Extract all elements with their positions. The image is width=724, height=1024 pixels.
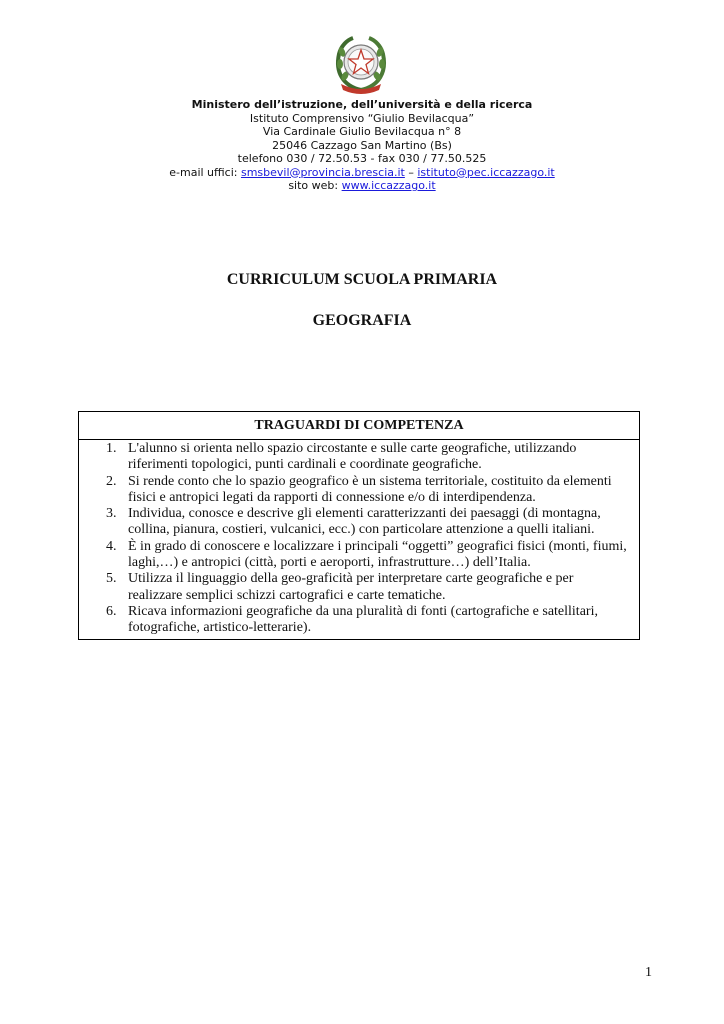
ministry-name: Ministero dell’istruzione, dell’università e della ricerca bbox=[191, 98, 533, 111]
school-address: Via Cardinale Giulio Bevilacqua n° 8 bbox=[262, 125, 462, 138]
email-link-pec[interactable]: istituto@pec.iccazzago.it bbox=[417, 165, 555, 179]
subject-title: GEOGRAFIA bbox=[312, 312, 412, 329]
school-name: Istituto Comprensivo “Giulio Bevilacqua” bbox=[249, 111, 475, 125]
list-item: 3. Individua, conosce e descrive gli elementi caratterizzanti dei paesaggi (di montagna, collina, pianura, costieri, vulcanici, ecc.) con particolare attenzione a quelli italiani. bbox=[106, 506, 601, 538]
email-link-primary[interactable]: smsbevil@provincia.brescia.it bbox=[240, 165, 405, 179]
list-item: 1. L'alunno si orienta nello spazio circostante e sulle carte geografiche, utilizzando riferimenti topologici, punti cardinali e coordinate geografiche. bbox=[106, 441, 577, 473]
list-item: 6. Ricava informazioni geografiche da una pluralità di fonti (cartografiche e satellitari, fotografiche, artistico-letterarie). bbox=[106, 603, 598, 636]
email-label: e-mail uffici: bbox=[169, 165, 241, 179]
web-line bbox=[0, 179, 724, 193]
email-separator: – bbox=[404, 165, 418, 179]
competenze-table bbox=[78, 411, 640, 640]
web-label: sito web: bbox=[288, 179, 342, 192]
competenze-heading: TRAGUARDI DI COMPETENZA bbox=[79, 412, 639, 440]
list-item: 4. È in grado di conoscere e localizzare i principali “oggetti” geografici fisici (monti, fiumi, laghi,…) e antropici (città, porti e aeroporti, infrastrutture…) dell’Italia. bbox=[106, 538, 627, 571]
italian-republic-emblem-icon bbox=[331, 34, 391, 96]
list-item: 2. Si rende conto che lo spazio geografico è un sistema territoriale, costituito da elementi fisici e antropici legati da rapporti di connessione e/o di interdipendenza. bbox=[106, 473, 612, 505]
school-city: 25046 Cazzago San Martino (Bs) bbox=[272, 138, 452, 152]
school-phone: telefono 030 / 72.50.53 - fax 030 / 77.50.525 bbox=[237, 152, 487, 165]
email-line bbox=[0, 166, 724, 180]
website-link[interactable]: www.iccazzago.it bbox=[341, 179, 436, 192]
page-number: 1 bbox=[645, 965, 652, 980]
competenze-list bbox=[79, 440, 639, 637]
school-header bbox=[0, 98, 724, 193]
list-item: 5. Utilizza il linguaggio della geo-graficità per interpretare carte geografiche e per realizzare semplici schizzi cartografici e carte tematiche. bbox=[106, 571, 574, 603]
document-title: CURRICULUM SCUOLA PRIMARIA bbox=[226, 271, 498, 288]
